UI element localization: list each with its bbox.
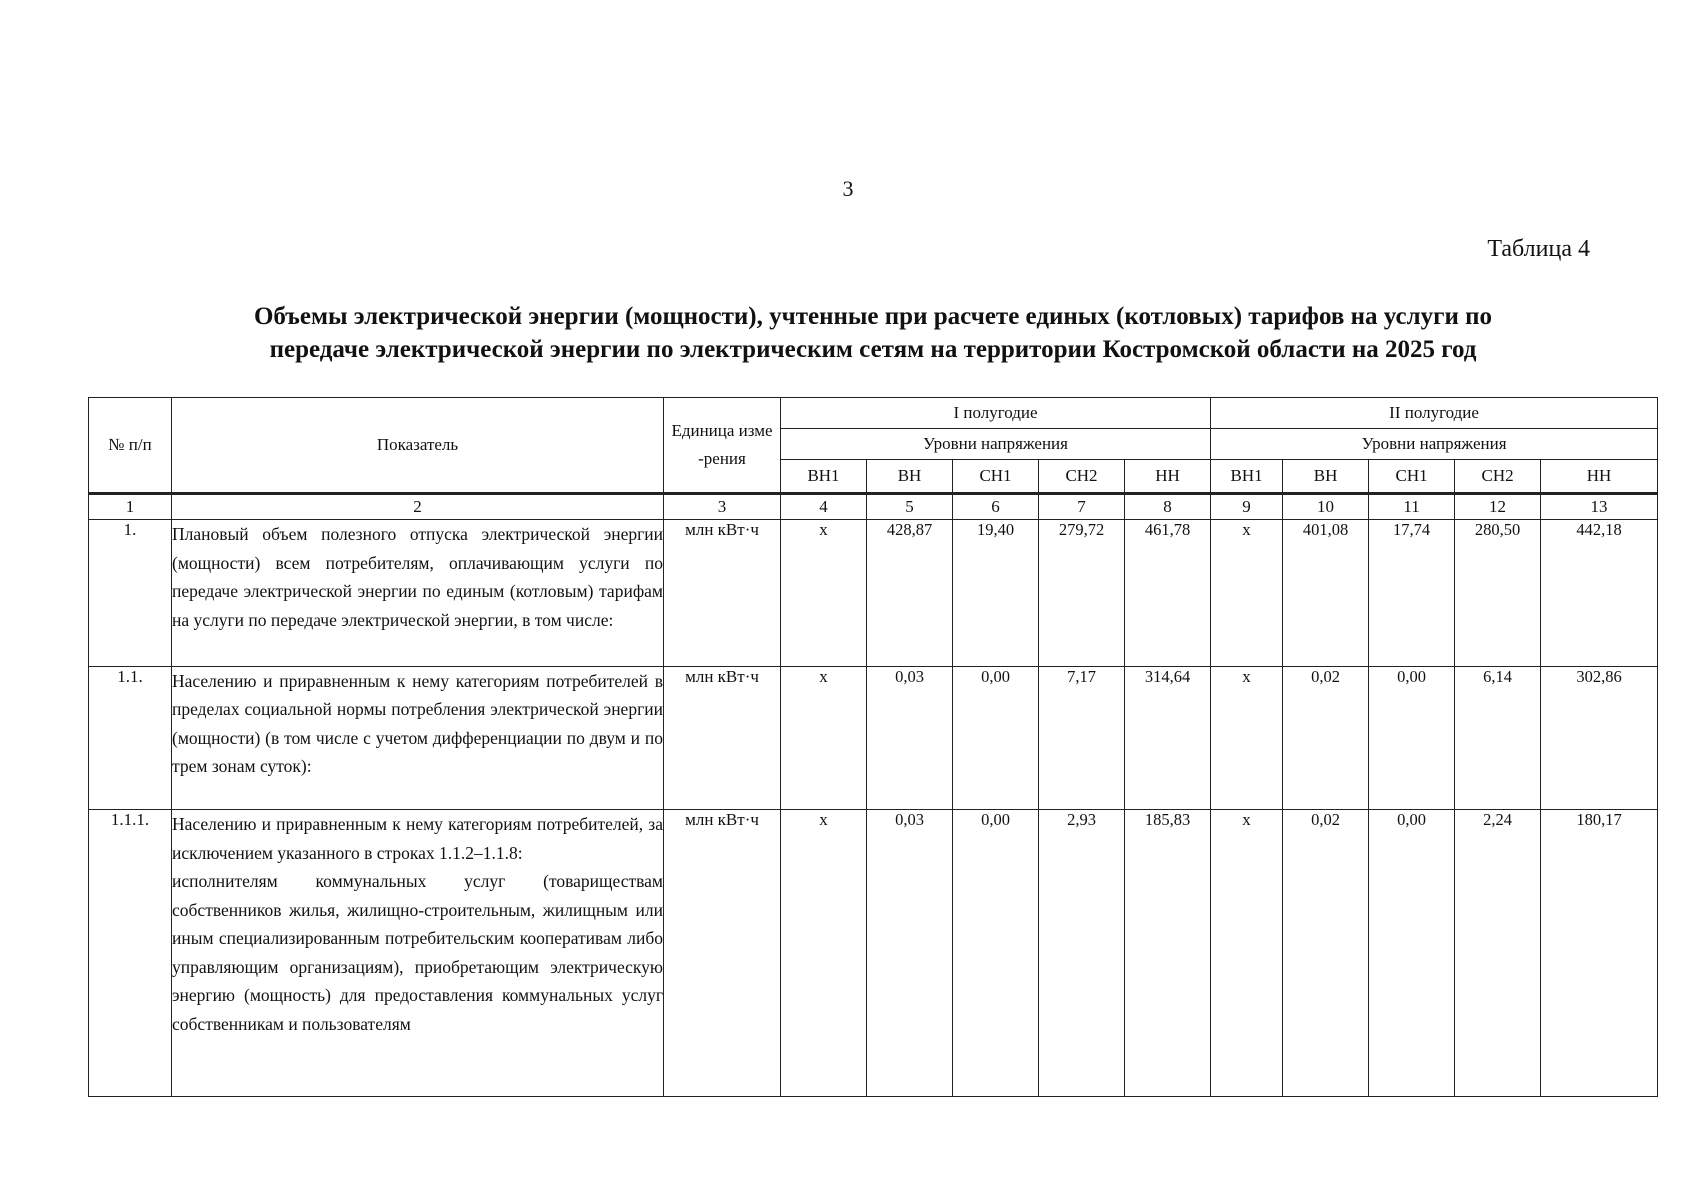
row-number: 1.1.1. [89,810,172,1097]
column-number: 1 [89,494,172,520]
row-value: 0,00 [953,810,1039,1097]
row-value: 0,03 [867,810,953,1097]
tariff-volume-table [88,397,1658,1097]
column-number: 11 [1369,494,1455,520]
row-value: 7,17 [1039,666,1125,809]
row-value: 0,00 [1369,666,1455,809]
table-row [89,810,1658,1097]
row-value: х [781,666,867,809]
row-value: 461,78 [1125,520,1211,666]
row-value: 0,00 [1369,810,1455,1097]
header-voltage: ВН1 [781,460,867,494]
header-voltage: ВН [1283,460,1369,494]
row-indicator [172,810,664,1097]
column-number: 9 [1211,494,1283,520]
row-indicator-text: Населению и приравненным к нему категориям потребителей в пределах социальной нормы потребления электрической энергии (мощности) (в том числе с учетом дифференциации по двум и по трем зонам суток): [172,670,663,777]
header-indicator: Показатель [172,398,664,494]
header-levels-2: Уровни напряжения [1211,429,1658,460]
row-value: 0,03 [867,666,953,809]
row-value: 6,14 [1455,666,1541,809]
title-line-1: Объемы электрической энергии (мощности), учтенные при расчете единых (котловых) тарифов на услуги по [253,303,1493,330]
header-voltage: СН1 [1369,460,1455,494]
title-line-2: передаче электрической энергии по электрическим сетям на территории Костромской области на 2025 год [269,336,1477,363]
document-title [88,300,1658,366]
row-value: 442,18 [1541,520,1658,666]
header-voltage: НН [1541,460,1658,494]
row-indicator-text: Населению и приравненным к нему категориям потребителей, за исключением указанного в строках 1.1.2–1.1.8: [172,814,663,863]
row-value: 17,74 [1369,520,1455,666]
header-unit: Единица изме-рения [664,398,781,494]
header-voltage: ВН [867,460,953,494]
column-number: 3 [664,494,781,520]
column-number: 13 [1541,494,1658,520]
row-value: 0,02 [1283,666,1369,809]
column-number: 7 [1039,494,1125,520]
row-value: х [781,810,867,1097]
header-voltage: СН2 [1455,460,1541,494]
header-voltage: СН1 [953,460,1039,494]
row-value: х [781,520,867,666]
row-value: 279,72 [1039,520,1125,666]
page-number: 3 [842,176,854,201]
row-value: 2,24 [1455,810,1541,1097]
row-number: 1. [89,520,172,666]
row-value: х [1211,810,1283,1097]
header-half-1: I полугодие [781,398,1211,429]
header-voltage: СН2 [1039,460,1125,494]
row-value: 314,64 [1125,666,1211,809]
table-label: Таблица 4 [1487,236,1590,262]
row-value: 180,17 [1541,810,1658,1097]
header-levels-1: Уровни напряжения [781,429,1211,460]
row-value: 280,50 [1455,520,1541,666]
row-indicator [172,520,664,666]
row-unit: млн кВт·ч [664,666,781,809]
row-value: 185,83 [1125,810,1211,1097]
row-value: 428,87 [867,520,953,666]
row-value: 401,08 [1283,520,1369,666]
column-number: 4 [781,494,867,520]
header-voltage: НН [1125,460,1211,494]
row-indicator-text: Плановый объем полезного отпуска электрической энергии (мощности) всем потребителям, оплачивающим услуги по передаче электрической энергии по единым (котловым) тарифам на услуги по передаче электрической энергии, в том числе: [172,524,663,630]
row-indicator-text: исполнителям коммунальных услуг (товариществам собственников жилья, жилищно-строительным, жилищным или иным специализированным потребительским кооперативам либо управляющим организациям), приобретающим электрическую энергию (мощность) для предоставления коммунальных услуг собственникам и пользователям [172,871,663,1034]
table-row [89,666,1658,809]
column-number: 5 [867,494,953,520]
table-row [89,520,1658,666]
row-value: 0,00 [953,666,1039,809]
header-half-2: II полугодие [1211,398,1658,429]
row-value: 2,93 [1039,810,1125,1097]
row-value: х [1211,666,1283,809]
row-number: 1.1. [89,666,172,809]
row-unit: млн кВт·ч [664,810,781,1097]
row-value: 19,40 [953,520,1039,666]
column-number: 10 [1283,494,1369,520]
row-value: 302,86 [1541,666,1658,809]
column-number: 12 [1455,494,1541,520]
column-number: 6 [953,494,1039,520]
header-voltage: ВН1 [1211,460,1283,494]
row-value: 0,02 [1283,810,1369,1097]
column-number: 8 [1125,494,1211,520]
row-indicator [172,666,664,809]
column-number-row [89,494,1658,520]
header-num: № п/п [89,398,172,494]
column-number: 2 [172,494,664,520]
row-unit: млн кВт·ч [664,520,781,666]
row-value: х [1211,520,1283,666]
